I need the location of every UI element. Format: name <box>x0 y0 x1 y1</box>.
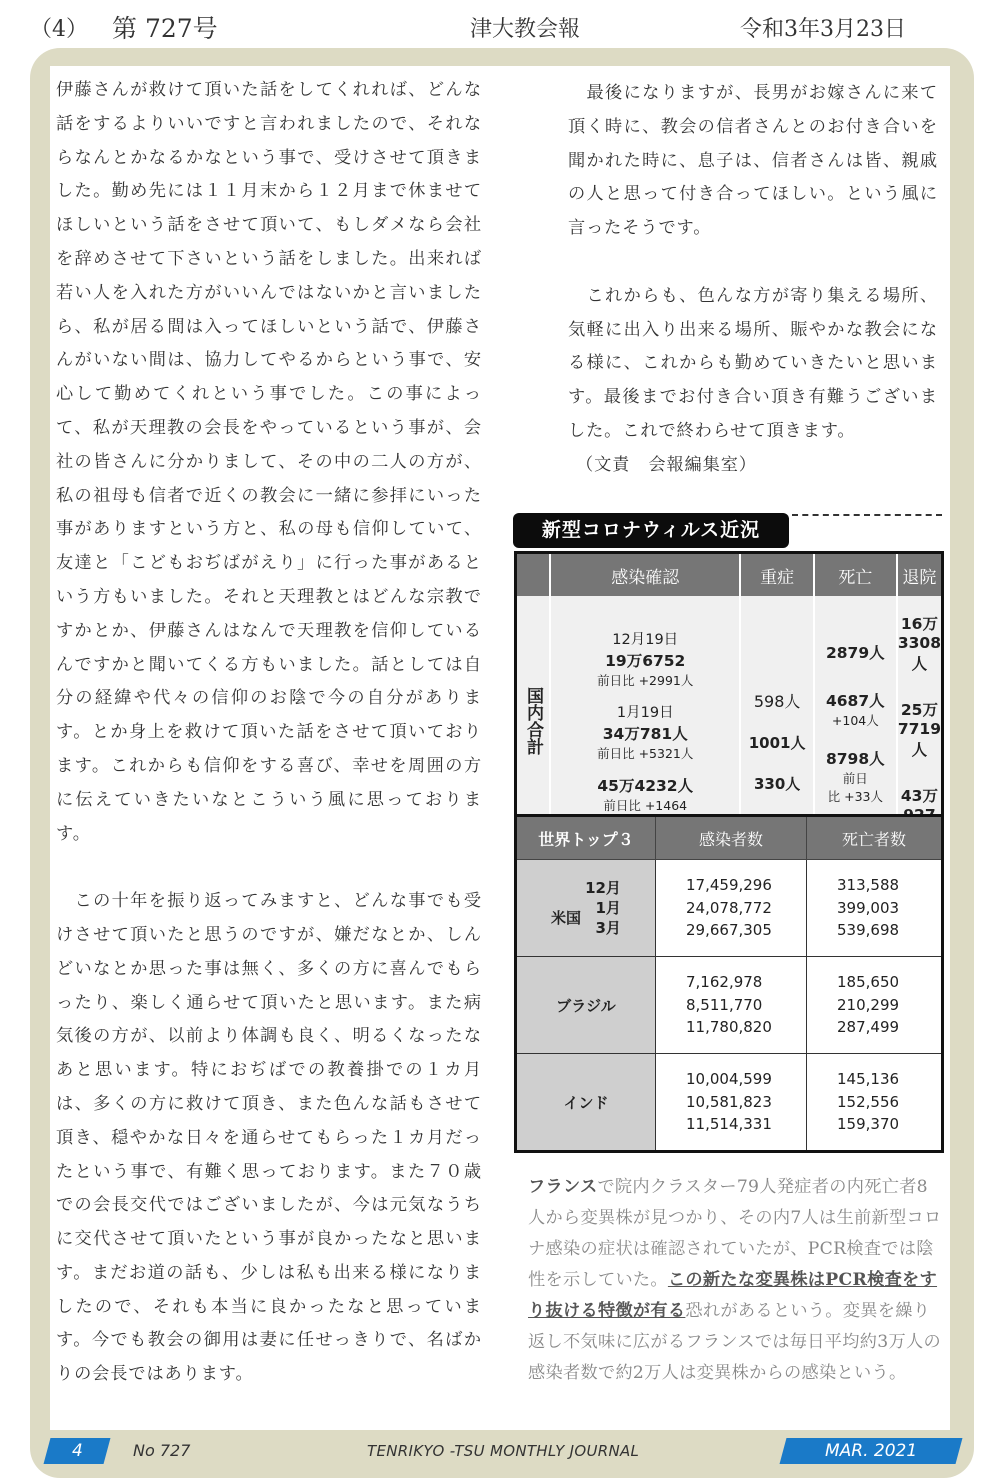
india-deaths-1: 145,136 <box>837 1070 900 1089</box>
table-header-row <box>516 553 943 597</box>
india-cases <box>656 1054 807 1152</box>
header-deaths: 死亡者数 <box>807 816 943 860</box>
severe-1: 598人 <box>753 691 801 711</box>
header-world-top3: 世界トップ３ <box>516 816 656 860</box>
usa-deaths-3: 539,698 <box>837 921 900 940</box>
inf-value-2: 34万781人 <box>602 725 688 743</box>
corona-section-title: 新型コロナウィルス近況 <box>513 513 789 548</box>
inf-change-1: 前日比 +2991人 <box>597 673 694 688</box>
death-change-3b: 比 +33人 <box>827 789 883 804</box>
page-footer <box>0 1436 991 1466</box>
usa-deaths <box>807 860 943 957</box>
discharged-1: 16万3308人 <box>897 615 941 673</box>
death-change-3a: 前日 <box>842 771 868 786</box>
inf-date-2: 1月19日 <box>616 705 674 721</box>
header-cases: 感染者数 <box>656 816 807 860</box>
header-discharged: 退院 <box>897 553 943 597</box>
brazil-deaths <box>807 957 943 1054</box>
header-empty <box>516 553 551 597</box>
usa-deaths-1: 313,588 <box>837 876 900 895</box>
editorial-credit: （文責 会報編集室） <box>576 454 757 475</box>
left-column <box>56 74 482 1392</box>
country-usa <box>516 860 656 957</box>
inf-value-1: 19万6752 <box>605 652 686 670</box>
discharged-2: 25万7719人 <box>897 701 941 759</box>
death-value-3: 8798人 <box>825 750 885 768</box>
footer-issue: No 727 <box>133 1441 191 1460</box>
right-paragraph-1: 最後になりますが、長男がお嫁さんに来て頂く時に、教会の信者さんとのお付き合いを聞かれた時に、息子は、信者さんは皆、親戚の人と思って付き合ってほしい。という風に言ったそうです。 <box>568 83 938 239</box>
table-header-row <box>516 816 943 860</box>
footer-page-number: 4 <box>71 1441 83 1461</box>
footer-date: MAR. 2021 <box>824 1441 918 1461</box>
brazil-cases <box>656 957 807 1054</box>
brazil-deaths-2: 210,299 <box>837 995 900 1014</box>
india-cases-1: 10,004,599 <box>686 1070 772 1089</box>
right-column <box>568 77 938 483</box>
cell-deaths <box>814 596 897 848</box>
table-row <box>516 957 943 1054</box>
death-value-1: 2879人 <box>825 644 885 662</box>
brazil-cases-2: 8,511,770 <box>686 995 763 1014</box>
brazil-cases-1: 7,162,978 <box>686 973 763 992</box>
france-emphasis: この新たな変異株はPCR検査をすり抜ける特徴が有る <box>528 1270 938 1321</box>
brazil-deaths-3: 287,499 <box>837 1018 900 1037</box>
footer-page-badge <box>44 1438 111 1464</box>
month-1: 12月 <box>585 879 621 897</box>
table-row <box>516 596 943 848</box>
brazil-cases-3: 11,780,820 <box>686 1018 772 1037</box>
usa-cases-1: 17,459,296 <box>686 876 772 895</box>
header-severe: 重症 <box>740 553 813 597</box>
france-text-1: で院内クラスター79人発症者の内死亡者8人から変異株が見つかり、その内7人は生前新型コロナ感染の症状は確認されていたが、PCR検査では陰性を示していた。 <box>528 1177 942 1290</box>
usa-cases-3: 29,667,305 <box>686 921 772 940</box>
issue-number: 第 727号 <box>112 14 218 43</box>
usa-deaths-2: 399,003 <box>837 898 900 917</box>
usa-cases-2: 24,078,772 <box>686 898 772 917</box>
cell-discharged <box>897 596 943 848</box>
left-paragraph-2: この十年を振り返ってみますと、どんな事でも受けさせて頂いたと思うのですが、嫌だなとか、しんどいなとか思った事は無く、多くの方に喜んでもらったり、楽しく通らせて頂いたと思います。また病気後の方が、以前より体調も良く、明るくなったなあと思います。特におぢばでの教養掛での１カ月は、多くの方に救けて頂き、また色んな話もさせて頂き、穏やかな日々を通らせてもらった１カ月だったという事で、有難く思っております。また７０歳での会長交代ではございましたが、今は元気なうちに交代させて頂いたという事が良かったなと思います。まだお道の話も、少しは私も出来る様になりましたので、それも本当に良かったなと思っています。今でも教会の御用は妻に任せっきりで、名ばかりの会長ではあります。 <box>56 891 482 1385</box>
month-3: 3月 <box>595 919 621 937</box>
discharged-3: 43万 <box>900 787 938 805</box>
section-divider <box>792 514 942 516</box>
brazil-deaths-1: 185,650 <box>837 973 900 992</box>
table-row <box>516 1054 943 1152</box>
footer-journal-title: TENRIKYO -TSU MONTHLY JOURNAL <box>367 1442 640 1460</box>
india-deaths-3: 159,370 <box>837 1115 900 1134</box>
severe-2: 1001人 <box>748 733 806 752</box>
death-value-2: 4687人 <box>825 692 885 710</box>
world-top3-table <box>514 814 944 1153</box>
severe-3: 330人 <box>753 774 801 793</box>
inf-change-3: 前日比 +1464 <box>603 798 688 813</box>
right-paragraph-2: これからも、色んな方が寄り集える場所、気軽に出入り出来る場所、賑やかな教会になる様に、これからも勤めていきたいと思います。最後までお付き合い頂き有難うございました。これで終わらせて頂きます。 <box>568 285 938 441</box>
table-row <box>516 860 943 957</box>
journal-name: 津大教会報 <box>470 17 581 42</box>
death-change-2: +104人 <box>831 713 879 728</box>
cell-severe <box>740 596 813 848</box>
india-cases-3: 11,514,331 <box>686 1115 772 1134</box>
india-deaths-2: 152,556 <box>837 1092 900 1111</box>
india-cases-2: 10,581,823 <box>686 1092 772 1111</box>
inf-change-2: 前日比 +5321人 <box>597 746 694 761</box>
month-2: 1月 <box>595 899 621 917</box>
page-number: （4） <box>30 17 88 42</box>
row-label-domestic-total: 国内合計 <box>516 596 551 848</box>
left-paragraph-1: 伊藤さんが救けて頂いた話をしてくれれば、どんな話をするよりいいですと言われましたので、それならなんとかなるかなという事で、受けさせて頂きました。勤め先には１１月末から１２月まで休ませてほしいという話をさせて頂いて、もしダメなら会社を辞めさせて下さいという話をしました。出来れば若い人を入れた方がいいんではないかと言いましたら、私が居る間は入ってほしいという話で、伊藤さんがいない間は、協力してやるからという事で、安心して勤めてくれという事でした。この事によって、私が天理教の会長をやっているという事が、会社の皆さんに分かりまして、その中の二人の方が、私の祖母も信者で近くの教会に一緒に参拝にいった事がありますという方と、私の母も信仰していて、友達と「こどもおぢばがえり」に行った事があるという方もいました。それと天理教とはどんな宗教ですかとか、伊藤さんはなんで天理教を信仰しているんですかと聞いてくる方もいました。話としては自分の経緯や代々の信仰のお陰で今の自分があります。とか身上を救けて頂いた話をさせて頂いております。これからも信仰をする喜び、幸せを周囲の方に伝えていきたいなとこういう風に思っております。 <box>56 80 482 844</box>
footer-date-badge <box>780 1438 963 1464</box>
issue-date: 令和3年3月23日 <box>740 17 906 42</box>
france-note <box>528 1172 944 1389</box>
header-infections: 感染確認 <box>550 553 740 597</box>
france-text-2: 恐れがあるという。変異を繰り返し不気味に広がるフランスでは毎日平均約3万人の感染者数で約2万人は変異株からの感染という。 <box>528 1301 941 1383</box>
inf-date-1: 12月19日 <box>612 632 679 648</box>
cell-infections <box>550 596 740 848</box>
france-lead: フランス <box>528 1177 598 1197</box>
header-deaths: 死亡 <box>814 553 897 597</box>
page-header <box>0 0 991 50</box>
india-deaths <box>807 1054 943 1152</box>
country-india: インド <box>516 1054 656 1152</box>
inf-value-3: 45万4232人 <box>597 777 694 795</box>
usa-cases <box>656 860 807 957</box>
domestic-covid-table <box>514 551 944 849</box>
country-name-usa: 米国 <box>551 909 582 927</box>
country-brazil: ブラジル <box>516 957 656 1054</box>
